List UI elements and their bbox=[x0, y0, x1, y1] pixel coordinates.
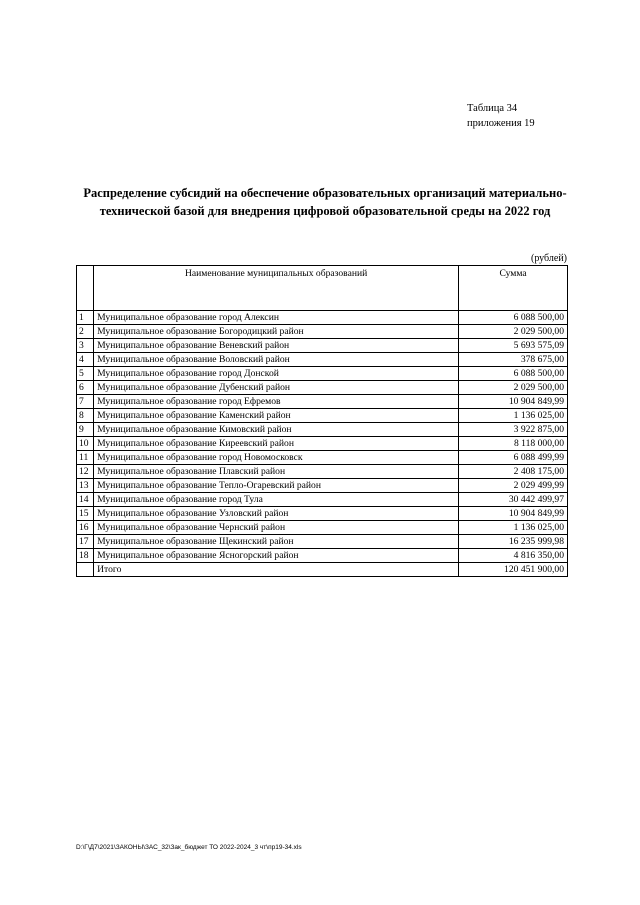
table-row bbox=[77, 535, 568, 549]
row-sum: 6 088 500,00 bbox=[459, 311, 568, 325]
row-name: Муниципальное образование город Новомосковск bbox=[94, 451, 459, 465]
row-name: Муниципальное образование город Ефремов bbox=[94, 395, 459, 409]
row-name: Муниципальное образование Каменский район bbox=[94, 409, 459, 423]
table-row bbox=[77, 507, 568, 521]
row-number: 14 bbox=[77, 493, 94, 507]
total-sum: 120 451 900,00 bbox=[459, 563, 568, 577]
table-header-row bbox=[77, 266, 568, 311]
row-sum: 8 118 000,00 bbox=[459, 437, 568, 451]
row-name: Муниципальное образование Дубенский район bbox=[94, 381, 459, 395]
table-row bbox=[77, 381, 568, 395]
row-number: 8 bbox=[77, 409, 94, 423]
table-row bbox=[77, 353, 568, 367]
row-number: 11 bbox=[77, 451, 94, 465]
row-sum: 1 136 025,00 bbox=[459, 521, 568, 535]
row-sum: 378 675,00 bbox=[459, 353, 568, 367]
table-row bbox=[77, 549, 568, 563]
row-sum: 3 922 875,00 bbox=[459, 423, 568, 437]
table-row bbox=[77, 311, 568, 325]
file-path-footer: D:\Г\Д7\2021\ЗАКОНЫ\ЗАС_32\Зак_бюджет ТО 2022-2024_3 чт\пр19-34.xls bbox=[76, 844, 302, 851]
row-name: Муниципальное образование Воловский район bbox=[94, 353, 459, 367]
table-row bbox=[77, 437, 568, 451]
total-label: Итого bbox=[94, 563, 459, 577]
document-title bbox=[60, 184, 590, 220]
table-row bbox=[77, 493, 568, 507]
header-number bbox=[77, 266, 94, 311]
row-name: Муниципальное образование город Донской bbox=[94, 367, 459, 381]
appendix-reference bbox=[467, 101, 535, 131]
row-sum: 16 235 999,98 bbox=[459, 535, 568, 549]
row-sum: 4 816 350,00 bbox=[459, 549, 568, 563]
title-line-2: технической базой для внедрения цифровой образовательной среды на 2022 год bbox=[99, 204, 551, 218]
row-number: 15 bbox=[77, 507, 94, 521]
table-row bbox=[77, 451, 568, 465]
table-row bbox=[77, 395, 568, 409]
table-row bbox=[77, 409, 568, 423]
row-sum: 2 029 500,00 bbox=[459, 325, 568, 339]
table-row bbox=[77, 325, 568, 339]
title-line-1: Распределение субсидий на обеспечение образовательных организаций материально- bbox=[83, 186, 567, 200]
row-number: 4 bbox=[77, 353, 94, 367]
row-name: Муниципальное образование Узловский район bbox=[94, 507, 459, 521]
row-sum: 10 904 849,99 bbox=[459, 507, 568, 521]
row-number: 12 bbox=[77, 465, 94, 479]
row-number: 18 bbox=[77, 549, 94, 563]
row-number: 5 bbox=[77, 367, 94, 381]
row-sum: 10 904 849,99 bbox=[459, 395, 568, 409]
row-number: 16 bbox=[77, 521, 94, 535]
appendix-number-label: приложения 19 bbox=[467, 118, 535, 129]
row-sum: 5 693 575,09 bbox=[459, 339, 568, 353]
row-sum: 30 442 499,97 bbox=[459, 493, 568, 507]
row-sum: 2 029 500,00 bbox=[459, 381, 568, 395]
header-name: Наименование муниципальных образований bbox=[94, 266, 459, 311]
total-row bbox=[77, 563, 568, 577]
row-name: Муниципальное образование Плавский район bbox=[94, 465, 459, 479]
row-number: 2 bbox=[77, 325, 94, 339]
subsidy-table bbox=[76, 265, 568, 577]
row-number: 9 bbox=[77, 423, 94, 437]
row-sum: 2 408 175,00 bbox=[459, 465, 568, 479]
row-number: 1 bbox=[77, 311, 94, 325]
table-body bbox=[77, 311, 568, 563]
table-number-label: Таблица 34 bbox=[467, 103, 518, 114]
table-row bbox=[77, 423, 568, 437]
header-sum: Сумма bbox=[459, 266, 568, 311]
row-number: 7 bbox=[77, 395, 94, 409]
row-name: Муниципальное образование Чернский район bbox=[94, 521, 459, 535]
total-number bbox=[77, 563, 94, 577]
row-number: 6 bbox=[77, 381, 94, 395]
row-name: Муниципальное образование Богородицкий район bbox=[94, 325, 459, 339]
row-sum: 2 029 499,99 bbox=[459, 479, 568, 493]
row-number: 3 bbox=[77, 339, 94, 353]
row-number: 13 bbox=[77, 479, 94, 493]
row-number: 17 bbox=[77, 535, 94, 549]
row-number: 10 bbox=[77, 437, 94, 451]
row-name: Муниципальное образование Кимовский район bbox=[94, 423, 459, 437]
row-name: Муниципальное образование Тепло-Огаревский район bbox=[94, 479, 459, 493]
table-row bbox=[77, 479, 568, 493]
row-name: Муниципальное образование город Алексин bbox=[94, 311, 459, 325]
row-name: Муниципальное образование город Тула bbox=[94, 493, 459, 507]
row-sum: 6 088 499,99 bbox=[459, 451, 568, 465]
table-row bbox=[77, 339, 568, 353]
row-name: Муниципальное образование Щекинский район bbox=[94, 535, 459, 549]
table-row bbox=[77, 367, 568, 381]
row-name: Муниципальное образование Киреевский район bbox=[94, 437, 459, 451]
unit-label: (рублей) bbox=[530, 253, 567, 264]
row-name: Муниципальное образование Ясногорский район bbox=[94, 549, 459, 563]
row-sum: 6 088 500,00 bbox=[459, 367, 568, 381]
table-row bbox=[77, 521, 568, 535]
table-row bbox=[77, 465, 568, 479]
row-name: Муниципальное образование Веневский район bbox=[94, 339, 459, 353]
row-sum: 1 136 025,00 bbox=[459, 409, 568, 423]
